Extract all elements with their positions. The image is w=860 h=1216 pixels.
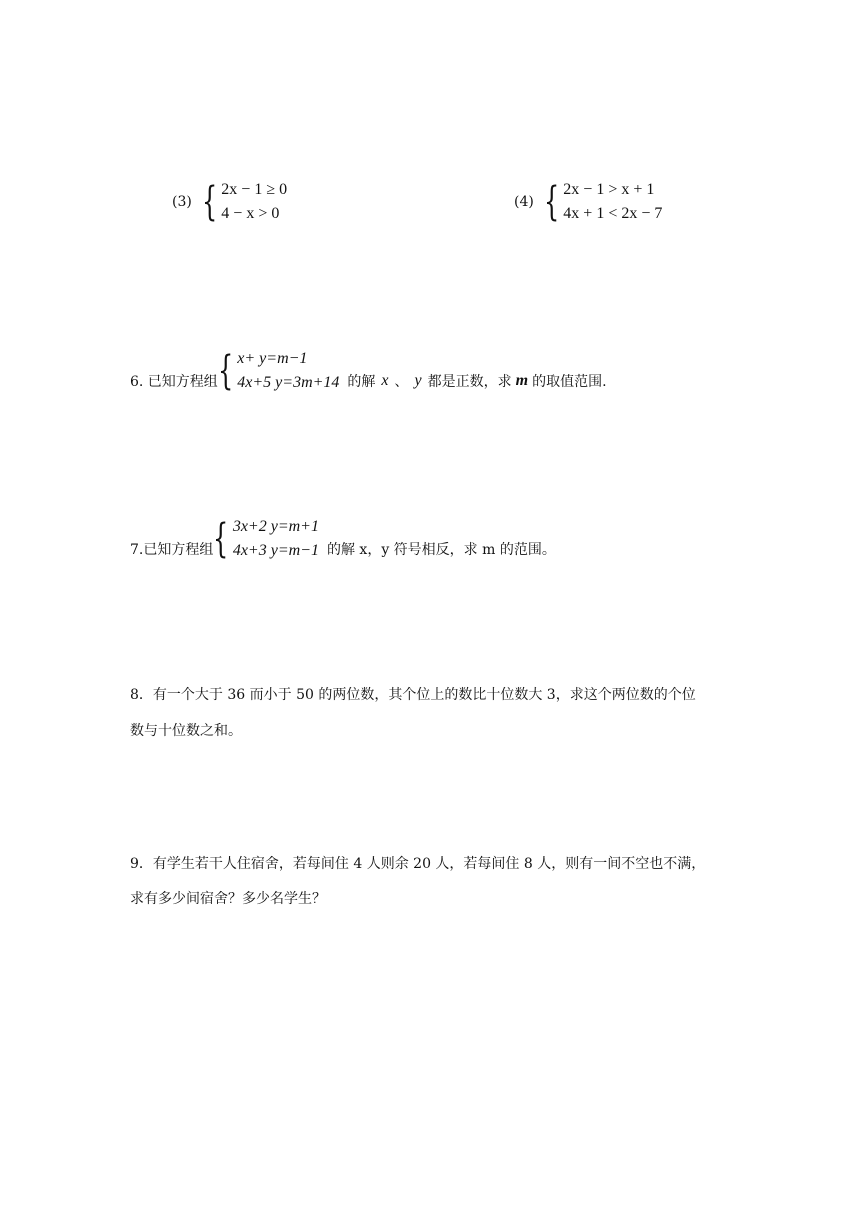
q6-suffix-b: 都是正数，求	[427, 374, 512, 390]
problem-4-line-1: 2x − 1 > x + 1	[563, 181, 655, 198]
q7-suffix: 的解 x，y 符号相反，求 m 的范围。	[326, 542, 556, 558]
q6-line-1: x+ y=m−1	[237, 350, 308, 367]
question-9-line-1: 9．有学生若干人住宿舍，若每间住 4 人则余 20 人，若每间住 8 人，则有一间不空也不满，	[130, 856, 706, 872]
question-9-line-2: 求有多少间宿舍？多少名学生？	[130, 891, 326, 907]
question-7	[130, 515, 556, 563]
q6-prefix: 6. 已知方程组	[130, 374, 218, 390]
q6-system	[237, 347, 339, 395]
q6-var-y: y	[414, 372, 422, 389]
brace-icon: {	[543, 179, 560, 225]
brace-icon: {	[201, 179, 218, 225]
problem-3-line-2: 4 − x > 0	[221, 205, 280, 222]
problem-3-system	[221, 178, 287, 226]
problem-3-line-1: 2x − 1 ≥ 0	[221, 181, 288, 198]
q6-suffix-c: 的取值范围.	[532, 374, 607, 390]
q6-var-m: m	[515, 372, 529, 389]
question-6	[130, 347, 607, 395]
problem-3	[172, 178, 287, 226]
q6-suffix-a: 的解	[347, 374, 376, 390]
brace-icon: {	[217, 348, 234, 394]
problem-4-system	[563, 178, 662, 226]
q7-line-2: 4x+3 y=m−1	[232, 542, 319, 559]
problem-4-label: (4)	[514, 194, 534, 210]
question-8-line-2: 数与十位数之和。	[130, 723, 242, 739]
question-8-line-1: 8．有一个大于 36 而小于 50 的两位数，其个位上的数比十位数大 3，求这个两位数的个位	[130, 687, 696, 703]
q7-prefix: 7.已知方程组	[130, 542, 214, 558]
brace-icon: {	[213, 516, 229, 562]
problem-4-line-2: 4x + 1 < 2x − 7	[563, 205, 663, 222]
problem-4	[514, 178, 662, 226]
q6-line-2: 4x+5 y=3m+14	[237, 374, 340, 391]
problem-3-label: (3)	[172, 194, 192, 210]
q6-var-x: x	[381, 372, 389, 389]
q7-system	[233, 515, 319, 563]
q7-line-1: 3x+2 y=m+1	[232, 518, 319, 535]
q6-sep: 、	[394, 374, 409, 390]
